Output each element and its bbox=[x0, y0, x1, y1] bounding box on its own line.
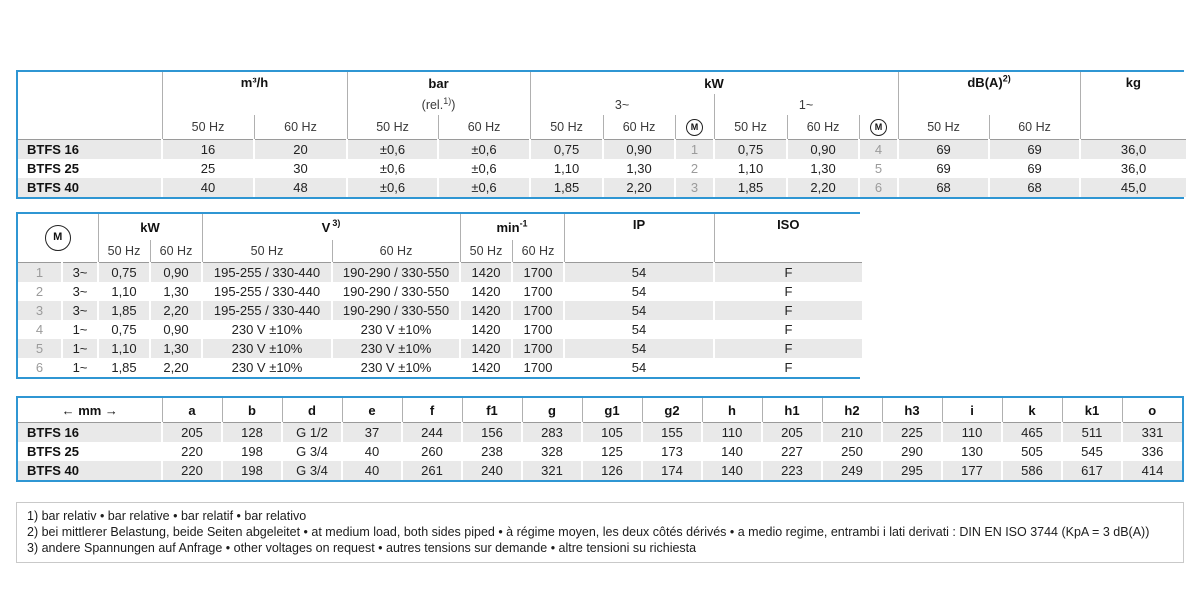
model-cell: BTFS 25 bbox=[18, 159, 162, 178]
phase-cell: 3~ bbox=[62, 301, 98, 320]
value-cell: 230 V ±10% bbox=[332, 358, 460, 377]
model-cell: BTFS 16 bbox=[18, 140, 162, 160]
header-phase-1: 1~ bbox=[714, 94, 898, 115]
phase-cell: 1~ bbox=[62, 320, 98, 339]
value-cell: 140 bbox=[702, 442, 762, 461]
table-row bbox=[18, 282, 862, 301]
table-row bbox=[18, 320, 862, 339]
value-cell: 140 bbox=[702, 461, 762, 480]
value-cell: 261 bbox=[402, 461, 462, 480]
header-60hz: 60 Hz bbox=[989, 115, 1080, 140]
value-cell: 295 bbox=[882, 461, 942, 480]
footnote-line: 3) andere Spannungen auf Anfrage • other voltages on request • autres tensions sur demande • altre tensioni su richiesta bbox=[27, 541, 697, 555]
value-cell: 336 bbox=[1122, 442, 1182, 461]
header-bar-relative bbox=[347, 94, 530, 115]
value-cell: 68 bbox=[989, 178, 1080, 197]
value-cell: 174 bbox=[642, 461, 702, 480]
min-label: min bbox=[496, 219, 520, 235]
footnote-line: 2) bei mittlerer Belastung, beide Seiten abgeleitet • at medium load, both sides piped • à régime moyen, les deux côtés dérivés • a medio regime, entrambi i lati derivati : DIN EN ISO 3744 (KpA = 3 dB(A)) bbox=[27, 525, 1150, 539]
value-cell: 545 bbox=[1062, 442, 1122, 461]
value-cell: F bbox=[714, 263, 862, 283]
value-cell: 331 bbox=[1122, 423, 1182, 443]
header-dba bbox=[898, 72, 1080, 115]
header-dim-letter: f1 bbox=[462, 398, 522, 423]
value-cell: 198 bbox=[222, 461, 282, 480]
header-kg: kg bbox=[1080, 72, 1186, 140]
value-cell: 1,85 bbox=[98, 358, 150, 377]
value-cell: 505 bbox=[1002, 442, 1062, 461]
value-cell: 414 bbox=[1122, 461, 1182, 480]
header-m3h: m³/h bbox=[162, 72, 347, 115]
value-cell: 20 bbox=[254, 140, 347, 160]
value-cell: 1700 bbox=[512, 263, 564, 283]
value-cell: 1,10 bbox=[98, 282, 150, 301]
value-cell: 195-255 / 330-440 bbox=[202, 301, 332, 320]
phase-cell: 3~ bbox=[62, 282, 98, 301]
value-cell: F bbox=[714, 282, 862, 301]
value-cell: 230 V ±10% bbox=[332, 339, 460, 358]
value-cell: 198 bbox=[222, 442, 282, 461]
model-cell: BTFS 40 bbox=[18, 178, 162, 197]
value-cell: 249 bbox=[822, 461, 882, 480]
header-60hz: 60 Hz bbox=[512, 240, 564, 263]
value-cell: 1420 bbox=[460, 320, 512, 339]
value-cell: 617 bbox=[1062, 461, 1122, 480]
value-cell: 0,90 bbox=[603, 140, 675, 160]
table-row bbox=[18, 423, 1182, 443]
header-kw: kW bbox=[98, 214, 202, 240]
value-cell: 1700 bbox=[512, 358, 564, 377]
header-dim-letter: b bbox=[222, 398, 282, 423]
m-circle-icon: M bbox=[45, 225, 71, 251]
header-60hz: 60 Hz bbox=[332, 240, 460, 263]
value-cell: 173 bbox=[642, 442, 702, 461]
phase-cell: 1~ bbox=[62, 339, 98, 358]
header-m-ref bbox=[859, 115, 898, 140]
value-cell: 54 bbox=[564, 358, 714, 377]
value-cell: 68 bbox=[898, 178, 989, 197]
table-row bbox=[18, 159, 1186, 178]
table-row bbox=[18, 442, 1182, 461]
header-iso: ISO bbox=[714, 214, 862, 263]
dba-footnote-ref: 2) bbox=[1002, 73, 1011, 84]
value-cell: 25 bbox=[162, 159, 254, 178]
table-row bbox=[18, 339, 862, 358]
header-60hz: 60 Hz bbox=[787, 115, 859, 140]
header-50hz: 50 Hz bbox=[714, 115, 787, 140]
value-cell: 1,30 bbox=[603, 159, 675, 178]
value-cell: 195-255 / 330-440 bbox=[202, 282, 332, 301]
value-cell: 210 bbox=[822, 423, 882, 443]
header-50hz: 50 Hz bbox=[460, 240, 512, 263]
value-cell: 290 bbox=[882, 442, 942, 461]
value-cell: G 1/2 bbox=[282, 423, 342, 443]
header-m-ref bbox=[18, 214, 98, 263]
header-50hz: 50 Hz bbox=[530, 115, 603, 140]
performance-table-section bbox=[16, 70, 1184, 199]
value-cell: 1700 bbox=[512, 339, 564, 358]
value-cell: F bbox=[714, 320, 862, 339]
value-cell: 30 bbox=[254, 159, 347, 178]
table-row bbox=[18, 301, 862, 320]
value-cell: G 3/4 bbox=[282, 442, 342, 461]
value-cell: 54 bbox=[564, 339, 714, 358]
motor-ref-cell: 1 bbox=[675, 140, 714, 160]
value-cell: 54 bbox=[564, 282, 714, 301]
value-cell: 1,10 bbox=[98, 339, 150, 358]
value-cell: 283 bbox=[522, 423, 582, 443]
table-row bbox=[18, 461, 1182, 480]
header-dim-letter: e bbox=[342, 398, 402, 423]
value-cell: 45,0 bbox=[1080, 178, 1186, 197]
value-cell: 1,10 bbox=[530, 159, 603, 178]
value-cell: 230 V ±10% bbox=[202, 358, 332, 377]
value-cell: 190-290 / 330-550 bbox=[332, 301, 460, 320]
value-cell: ±0,6 bbox=[347, 178, 438, 197]
value-cell: 105 bbox=[582, 423, 642, 443]
motor-number-cell: 6 bbox=[18, 358, 62, 377]
value-cell: 1,10 bbox=[714, 159, 787, 178]
motor-data-table-section bbox=[16, 212, 860, 379]
footnote-line: 1) bar relativ • bar relative • bar relatif • bar relativo bbox=[27, 509, 307, 523]
value-cell: ±0,6 bbox=[347, 159, 438, 178]
bar-footnote-ref: 1) bbox=[443, 95, 452, 106]
header-dim-letter: g2 bbox=[642, 398, 702, 423]
header-min bbox=[460, 214, 564, 240]
value-cell: 230 V ±10% bbox=[202, 320, 332, 339]
value-cell: 1420 bbox=[460, 282, 512, 301]
bar-rel-pre: (rel. bbox=[421, 97, 444, 112]
model-cell: BTFS 40 bbox=[18, 461, 162, 480]
dimensions-table bbox=[18, 398, 1182, 480]
header-dim-letter: g bbox=[522, 398, 582, 423]
value-cell: 69 bbox=[898, 140, 989, 160]
value-cell: 177 bbox=[942, 461, 1002, 480]
value-cell: 1700 bbox=[512, 320, 564, 339]
value-cell: 128 bbox=[222, 423, 282, 443]
v-footnote-ref: 3) bbox=[332, 218, 341, 229]
motor-number-cell: 2 bbox=[18, 282, 62, 301]
value-cell: 0,75 bbox=[530, 140, 603, 160]
value-cell: 1,30 bbox=[150, 282, 202, 301]
value-cell: 1420 bbox=[460, 358, 512, 377]
header-dim-letter: h2 bbox=[822, 398, 882, 423]
header-dim-letter: k1 bbox=[1062, 398, 1122, 423]
value-cell: 227 bbox=[762, 442, 822, 461]
value-cell: 586 bbox=[1002, 461, 1062, 480]
value-cell: 260 bbox=[402, 442, 462, 461]
value-cell: 240 bbox=[462, 461, 522, 480]
value-cell: 205 bbox=[762, 423, 822, 443]
value-cell: 69 bbox=[989, 159, 1080, 178]
table-row bbox=[18, 140, 1186, 160]
value-cell: 125 bbox=[582, 442, 642, 461]
value-cell: 54 bbox=[564, 263, 714, 283]
table-row bbox=[18, 263, 862, 283]
value-cell: 1700 bbox=[512, 301, 564, 320]
header-mm-unit: ← mm → bbox=[18, 398, 162, 423]
value-cell: 238 bbox=[462, 442, 522, 461]
m-circle-icon: M bbox=[686, 119, 703, 136]
header-v bbox=[202, 214, 460, 240]
value-cell: 0,75 bbox=[98, 263, 150, 283]
phase-cell: 1~ bbox=[62, 358, 98, 377]
header-kw: kW bbox=[530, 72, 898, 94]
header-dim-letter: d bbox=[282, 398, 342, 423]
value-cell: G 3/4 bbox=[282, 461, 342, 480]
value-cell: 54 bbox=[564, 301, 714, 320]
motor-ref-cell: 3 bbox=[675, 178, 714, 197]
value-cell: 126 bbox=[582, 461, 642, 480]
header-60hz: 60 Hz bbox=[254, 115, 347, 140]
value-cell: 40 bbox=[162, 178, 254, 197]
header-dim-letter: a bbox=[162, 398, 222, 423]
value-cell: 1420 bbox=[460, 339, 512, 358]
dba-label: dB(A) bbox=[967, 75, 1003, 90]
value-cell: 155 bbox=[642, 423, 702, 443]
value-cell: 230 V ±10% bbox=[202, 339, 332, 358]
value-cell: 37 bbox=[342, 423, 402, 443]
header-m-ref bbox=[675, 115, 714, 140]
value-cell: 1,30 bbox=[150, 339, 202, 358]
motor-number-cell: 1 bbox=[18, 263, 62, 283]
value-cell: 2,20 bbox=[787, 178, 859, 197]
value-cell: 36,0 bbox=[1080, 140, 1186, 160]
value-cell: 1420 bbox=[460, 263, 512, 283]
header-60hz: 60 Hz bbox=[150, 240, 202, 263]
v-label: V bbox=[321, 219, 331, 235]
value-cell: 40 bbox=[342, 442, 402, 461]
value-cell: 2,20 bbox=[150, 358, 202, 377]
value-cell: 465 bbox=[1002, 423, 1062, 443]
value-cell: 1700 bbox=[512, 282, 564, 301]
value-cell: ±0,6 bbox=[347, 140, 438, 160]
header-phase-3: 3~ bbox=[530, 94, 714, 115]
value-cell: ±0,6 bbox=[438, 159, 530, 178]
header-dim-letter: h1 bbox=[762, 398, 822, 423]
value-cell: 0,90 bbox=[150, 263, 202, 283]
value-cell: 220 bbox=[162, 442, 222, 461]
phase-cell: 3~ bbox=[62, 263, 98, 283]
value-cell: 328 bbox=[522, 442, 582, 461]
value-cell: 190-290 / 330-550 bbox=[332, 282, 460, 301]
value-cell: ±0,6 bbox=[438, 140, 530, 160]
header-60hz: 60 Hz bbox=[438, 115, 530, 140]
motor-ref-cell: 6 bbox=[859, 178, 898, 197]
value-cell: 2,20 bbox=[603, 178, 675, 197]
value-cell: F bbox=[714, 339, 862, 358]
header-50hz: 50 Hz bbox=[347, 115, 438, 140]
motor-ref-cell: 5 bbox=[859, 159, 898, 178]
value-cell: 40 bbox=[342, 461, 402, 480]
value-cell: ±0,6 bbox=[438, 178, 530, 197]
header-ip: IP bbox=[564, 214, 714, 263]
value-cell: 250 bbox=[822, 442, 882, 461]
motor-ref-cell: 4 bbox=[859, 140, 898, 160]
footnotes-box bbox=[16, 502, 1184, 563]
header-model-blank bbox=[18, 72, 162, 140]
min-exponent: -1 bbox=[519, 218, 528, 229]
header-60hz: 60 Hz bbox=[603, 115, 675, 140]
header-50hz: 50 Hz bbox=[898, 115, 989, 140]
value-cell: F bbox=[714, 358, 862, 377]
motor-ref-cell: 2 bbox=[675, 159, 714, 178]
value-cell: 230 V ±10% bbox=[332, 320, 460, 339]
value-cell: 2,20 bbox=[150, 301, 202, 320]
value-cell: 1,85 bbox=[530, 178, 603, 197]
value-cell: 1,85 bbox=[98, 301, 150, 320]
header-50hz: 50 Hz bbox=[162, 115, 254, 140]
model-cell: BTFS 16 bbox=[18, 423, 162, 443]
header-dim-letter: k bbox=[1002, 398, 1062, 423]
header-50hz: 50 Hz bbox=[98, 240, 150, 263]
header-dim-letter: h3 bbox=[882, 398, 942, 423]
table-row bbox=[18, 358, 862, 377]
value-cell: 69 bbox=[898, 159, 989, 178]
value-cell: 190-290 / 330-550 bbox=[332, 263, 460, 283]
value-cell: 220 bbox=[162, 461, 222, 480]
header-dim-letter: f bbox=[402, 398, 462, 423]
value-cell: 156 bbox=[462, 423, 522, 443]
value-cell: F bbox=[714, 301, 862, 320]
value-cell: 54 bbox=[564, 320, 714, 339]
performance-table bbox=[18, 72, 1186, 197]
value-cell: 321 bbox=[522, 461, 582, 480]
value-cell: 0,90 bbox=[787, 140, 859, 160]
dimensions-table-section bbox=[16, 396, 1184, 482]
header-dim-letter: g1 bbox=[582, 398, 642, 423]
value-cell: 130 bbox=[942, 442, 1002, 461]
value-cell: 244 bbox=[402, 423, 462, 443]
header-dim-letter: o bbox=[1122, 398, 1182, 423]
value-cell: 205 bbox=[162, 423, 222, 443]
table-row bbox=[18, 178, 1186, 197]
motor-data-table bbox=[18, 214, 862, 377]
value-cell: 0,90 bbox=[150, 320, 202, 339]
value-cell: 16 bbox=[162, 140, 254, 160]
header-dim-letter: i bbox=[942, 398, 1002, 423]
header-dim-letter: h bbox=[702, 398, 762, 423]
value-cell: 110 bbox=[702, 423, 762, 443]
value-cell: 511 bbox=[1062, 423, 1122, 443]
motor-number-cell: 3 bbox=[18, 301, 62, 320]
value-cell: 1,85 bbox=[714, 178, 787, 197]
value-cell: 1,30 bbox=[787, 159, 859, 178]
bar-rel-post: ) bbox=[451, 97, 456, 112]
value-cell: 0,75 bbox=[98, 320, 150, 339]
value-cell: 36,0 bbox=[1080, 159, 1186, 178]
value-cell: 1420 bbox=[460, 301, 512, 320]
value-cell: 225 bbox=[882, 423, 942, 443]
model-cell: BTFS 25 bbox=[18, 442, 162, 461]
m-circle-icon: M bbox=[870, 119, 887, 136]
motor-number-cell: 4 bbox=[18, 320, 62, 339]
value-cell: 195-255 / 330-440 bbox=[202, 263, 332, 283]
header-bar: bar bbox=[347, 72, 530, 94]
header-50hz: 50 Hz bbox=[202, 240, 332, 263]
value-cell: 0,75 bbox=[714, 140, 787, 160]
value-cell: 110 bbox=[942, 423, 1002, 443]
value-cell: 48 bbox=[254, 178, 347, 197]
value-cell: 223 bbox=[762, 461, 822, 480]
value-cell: 69 bbox=[989, 140, 1080, 160]
motor-number-cell: 5 bbox=[18, 339, 62, 358]
